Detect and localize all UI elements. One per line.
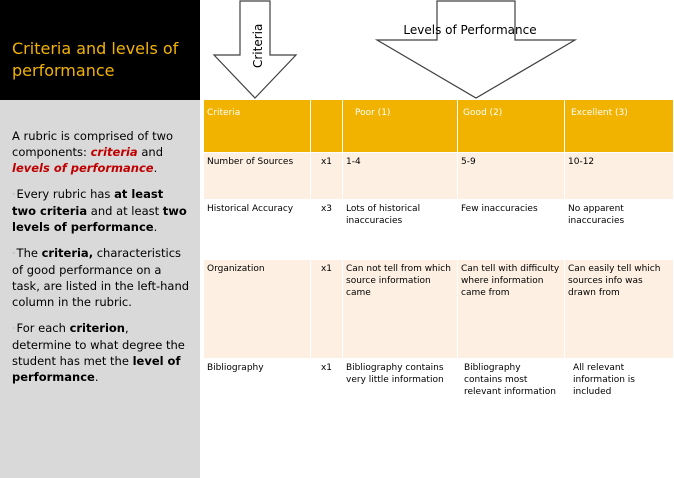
arrows-graphic bbox=[200, 0, 638, 100]
criteria-arrow-label: Criteria bbox=[251, 23, 265, 68]
table-cell: Can not tell from which source information came bbox=[343, 260, 458, 359]
bullet-bold: criterion bbox=[69, 321, 125, 335]
bullet-bold: two levels of performance bbox=[12, 204, 187, 234]
table-cell: Bibliography bbox=[204, 359, 311, 464]
header-cell: Poor (1) bbox=[343, 100, 458, 153]
bullet-icon: ◦ bbox=[12, 191, 16, 198]
table-cell: No apparent inaccuracies bbox=[565, 200, 674, 260]
table-cell: x1 bbox=[311, 153, 343, 200]
table-row bbox=[204, 200, 674, 260]
table-cell: x1 bbox=[311, 260, 343, 359]
table-header-row bbox=[204, 100, 674, 153]
table-cell: 5-9 bbox=[458, 153, 565, 200]
levels-arrow-label: Levels of Performance bbox=[403, 23, 537, 37]
bullet-bold: at least two criteria bbox=[12, 187, 164, 218]
rubric-table bbox=[203, 100, 674, 463]
intro-and: and bbox=[137, 145, 163, 159]
intro-prefix: A rubric is comprised of two components: bbox=[12, 129, 174, 159]
table-cell: Bibliography contains most relevant information bbox=[458, 359, 565, 464]
table-cell: Bibliography contains very little information bbox=[343, 359, 458, 464]
title-panel bbox=[0, 0, 200, 100]
bullet-text: The bbox=[16, 246, 42, 260]
table-cell: x3 bbox=[311, 200, 343, 260]
header-cell: Excellent (3) bbox=[565, 100, 674, 153]
bullet-item bbox=[12, 320, 190, 385]
levels-down-arrow-icon bbox=[377, 1, 575, 98]
table-cell: Historical Accuracy bbox=[204, 200, 311, 260]
bullet-bold: level of performance bbox=[12, 354, 181, 384]
table-cell: Can easily tell which sources info was drawn from bbox=[565, 260, 674, 359]
header-cell: Good (2) bbox=[458, 100, 565, 153]
table-cell: Organization bbox=[204, 260, 311, 359]
table-cell: Few inaccuracies bbox=[458, 200, 565, 260]
sidebar-text bbox=[12, 128, 190, 395]
bullet-text: For each bbox=[16, 321, 70, 335]
intro-levels: levels of performance bbox=[12, 161, 154, 175]
table-cell: Number of Sources bbox=[204, 153, 311, 200]
bullet-text: . bbox=[153, 220, 158, 234]
bullet-item bbox=[12, 245, 190, 310]
bullet-text: , determine to what degree the student has met the bbox=[12, 321, 185, 368]
bullet-icon: ◦ bbox=[12, 250, 16, 257]
bullet-icon: ◦ bbox=[12, 325, 16, 332]
table-row bbox=[204, 260, 674, 359]
header-cell: Criteria bbox=[204, 100, 311, 153]
intro-end: . bbox=[153, 161, 158, 175]
arrows-area bbox=[200, 0, 638, 100]
bullet-item bbox=[12, 186, 190, 235]
bullet-bold: criteria, bbox=[41, 246, 94, 260]
bullet-text: and at least bbox=[87, 204, 163, 218]
bullet-text: characteristics of good performance on a task, are listed in the left-hand column in the rubric. bbox=[12, 246, 190, 309]
table-cell: x1 bbox=[311, 359, 343, 464]
slide-title: Criteria and levels of performance bbox=[12, 39, 179, 80]
header-cell bbox=[311, 100, 343, 153]
bullet-text: Every rubric has bbox=[16, 187, 115, 201]
table-cell: All relevant information is included bbox=[565, 359, 674, 464]
table-row bbox=[204, 359, 674, 464]
bullet-text: . bbox=[94, 370, 99, 384]
table-cell: 10-12 bbox=[565, 153, 674, 200]
intro-paragraph bbox=[12, 128, 190, 176]
table-cell: 1-4 bbox=[343, 153, 458, 200]
table-cell: Lots of historical inaccuracies bbox=[343, 200, 458, 260]
table-cell: Can tell with difficulty where information came from bbox=[458, 260, 565, 359]
table-row bbox=[204, 153, 674, 200]
intro-criteria: criteria bbox=[90, 145, 138, 159]
